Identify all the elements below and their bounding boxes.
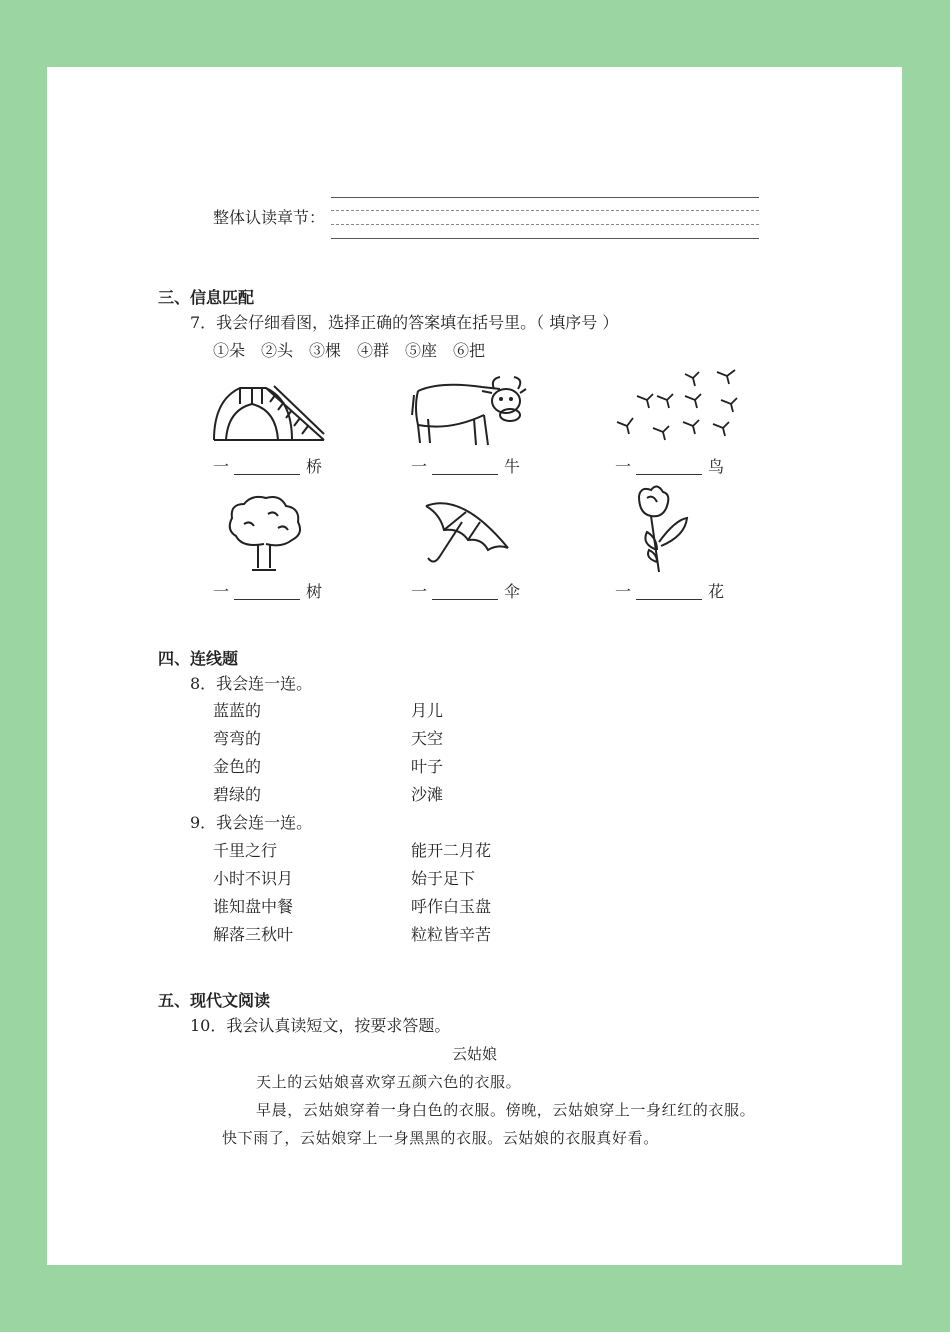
writing-line-mid2 [331, 224, 759, 225]
measure-blank-tree[interactable] [234, 599, 300, 600]
q9-right-1[interactable]: 能开二月花 [411, 841, 492, 860]
measure-prefix-4: 一 [213, 582, 230, 601]
q9-left-1[interactable]: 千里之行 [213, 841, 278, 860]
pinyin-label: 整体认读章节： [213, 208, 326, 227]
measure-prefix-3: 一 [615, 457, 632, 476]
passage-line-3: 快下雨了，云姑娘穿上一身黑黑的衣服。云姑娘的衣服真好看。 [222, 1129, 659, 1147]
measure-prefix-6: 一 [615, 582, 632, 601]
bridge-icon [212, 380, 326, 446]
writing-line-bottom [331, 238, 759, 239]
q9-left-4[interactable]: 解落三秋叶 [213, 925, 294, 944]
passage-line-1: 天上的云姑娘喜欢穿五颜六色的衣服。 [256, 1073, 522, 1091]
q8-text: 8．我会连一连。 [190, 674, 313, 693]
passage-title: 云姑娘 [452, 1045, 498, 1063]
umbrella-icon [422, 494, 514, 570]
q8-left-4[interactable]: 碧绿的 [213, 785, 262, 804]
q10-text: 10．我会认真读短文，按要求答题。 [190, 1016, 451, 1035]
writing-line-top [331, 197, 759, 198]
noun-cow: 牛 [504, 457, 521, 476]
q9-right-4[interactable]: 粒粒皆辛苦 [411, 925, 492, 944]
q9-left-3[interactable]: 谁知盘中餐 [213, 897, 294, 916]
cow-icon [410, 375, 528, 449]
q9-right-3[interactable]: 呼作白玉盘 [411, 897, 492, 916]
measure-prefix-5: 一 [411, 582, 428, 601]
q8-right-1[interactable]: 月儿 [411, 701, 444, 720]
measure-blank-umbrella[interactable] [432, 599, 498, 600]
section4-title: 四、连线题 [158, 649, 239, 668]
q8-left-3[interactable]: 金色的 [213, 757, 262, 776]
birds-icon [613, 366, 745, 446]
q8-left-2[interactable]: 弯弯的 [213, 729, 262, 748]
measure-blank-birds[interactable] [636, 474, 702, 475]
q9-text: 9．我会连一连。 [190, 813, 313, 832]
flower-icon [627, 484, 691, 574]
q8-right-3[interactable]: 叶子 [411, 757, 444, 776]
noun-bridge: 桥 [306, 457, 323, 476]
measure-blank-flower[interactable] [636, 599, 702, 600]
measure-blank-cow[interactable] [432, 474, 498, 475]
section5-title: 五、现代文阅读 [158, 991, 271, 1010]
q7-options: ①朵 ②头 ③棵 ④群 ⑤座 ⑥把 [213, 341, 486, 360]
q8-left-1[interactable]: 蓝蓝的 [213, 701, 262, 720]
q7-text: 7．我会仔细看图，选择正确的答案填在括号里。（ 填序号 ） [190, 313, 619, 332]
q9-right-2[interactable]: 始于足下 [411, 869, 476, 888]
measure-prefix-2: 一 [411, 457, 428, 476]
measure-blank-bridge[interactable] [234, 474, 300, 475]
q9-left-2[interactable]: 小时不识月 [213, 869, 294, 888]
tree-icon [224, 494, 304, 572]
noun-birds: 鸟 [708, 457, 725, 476]
noun-tree: 树 [306, 582, 323, 601]
noun-flower: 花 [708, 582, 725, 601]
noun-umbrella: 伞 [504, 582, 521, 601]
passage-line-2: 早晨，云姑娘穿着一身白色的衣服。傍晚，云姑娘穿上一身红红的衣服。 [256, 1101, 756, 1119]
measure-prefix-1: 一 [213, 457, 230, 476]
q8-right-2[interactable]: 天空 [411, 729, 444, 748]
section3-title: 三、信息匹配 [158, 288, 255, 307]
q8-right-4[interactable]: 沙滩 [411, 785, 444, 804]
writing-line-mid1 [331, 210, 759, 211]
